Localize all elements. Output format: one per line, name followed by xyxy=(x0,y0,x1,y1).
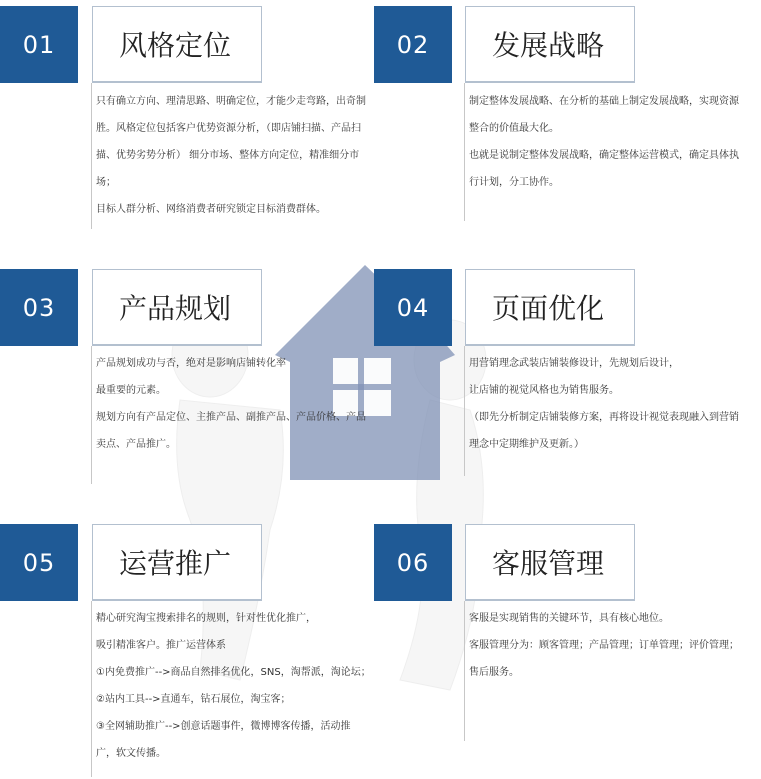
section-divider-03 xyxy=(91,346,92,484)
section-number-01: 01 xyxy=(0,6,78,83)
section-number-06: 06 xyxy=(374,524,452,601)
section-divider-04 xyxy=(464,346,465,476)
section-title-01: 风格定位 xyxy=(92,6,262,83)
section-text-03: 产品规划成功与否，绝对是影响店铺转化率 最重要的元素。 规划方向有产品定位、主推产品、副推产品、产品价格、产品 卖点、产品推广。 xyxy=(96,358,366,450)
section-title-05: 运营推广 xyxy=(92,524,262,601)
section-number-02: 02 xyxy=(374,6,452,83)
section-number-03: 03 xyxy=(0,269,78,346)
section-text-06: 客服是实现销售的关键环节，具有核心地位。 客服管理分为：顾客管理；产品管理；订单管理；评价管理； 售后服务。 xyxy=(469,613,739,678)
section-title-03: 产品规划 xyxy=(92,269,262,346)
section-divider-02 xyxy=(464,83,465,221)
section-text-04: 用营销理念武装店铺装修设计，先规划后设计， 让店铺的视觉风格也为销售服务。 （即先分析制定店铺装修方案，再将设计视觉表现融入到营销 理念中定期维护及更新。） xyxy=(469,358,739,450)
section-number-04: 04 xyxy=(374,269,452,346)
section-title-04: 页面优化 xyxy=(465,269,635,346)
section-divider-05 xyxy=(91,601,92,777)
section-text-02: 制定整体发展战略、在分析的基础上制定发展战略，实现资源 整合的价值最大化。 也就是说制定整体发展战略，确定整体运营模式，确定具体执 行计划，分工协作。 xyxy=(469,96,739,188)
section-title-06: 客服管理 xyxy=(465,524,635,601)
section-number-05: 05 xyxy=(0,524,78,601)
section-divider-01 xyxy=(91,83,92,229)
section-text-01: 只有确立方向、理清思路、明确定位，才能少走弯路，出奇制 胜。风格定位包括客户优势资源分析，（即店铺扫描、产品扫 描、优势劣势分析） 细分市场、整体方向定位，精准细分市 场； 目标人群分析、网络消费者研究锁定目标消费群体。 xyxy=(96,96,366,215)
section-text-05: 精心研究淘宝搜索排名的规则，针对性优化推广， 吸引精准客户。推广运营体系 ①内免费推广-->商品自然排名优化，SNS，淘帮派，淘论坛； ②站内工具-->直通车，钻石展位，淘宝客； ③全网辅助推广-->创意话题事件，微博博客传播，活动推 广，软文传播。 xyxy=(96,613,371,759)
section-divider-06 xyxy=(464,601,465,741)
section-title-02: 发展战略 xyxy=(465,6,635,83)
